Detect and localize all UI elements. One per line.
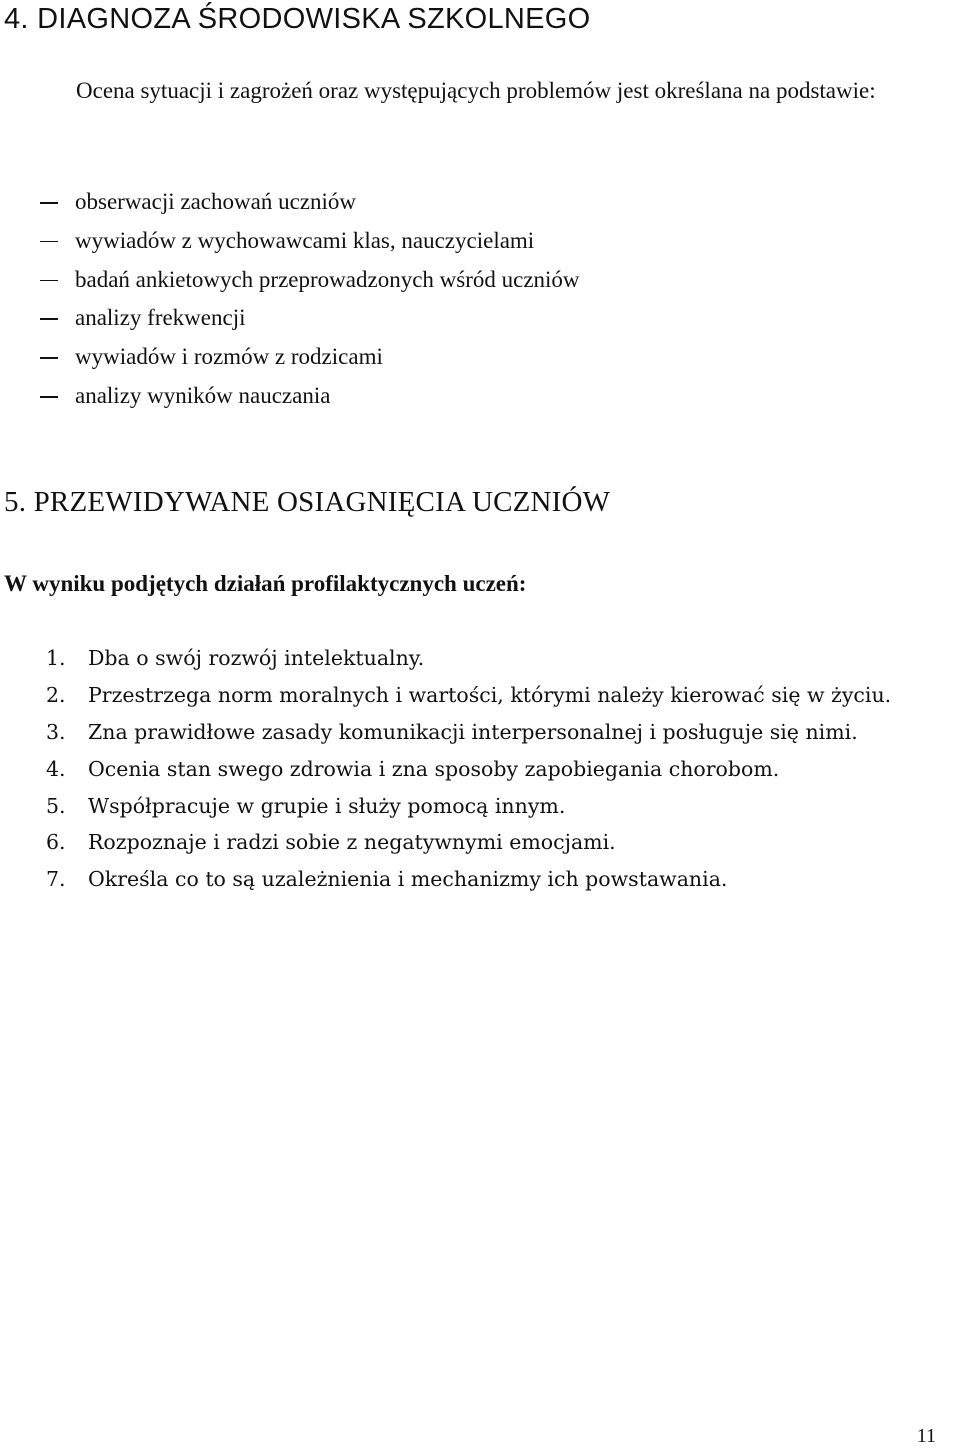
- page-number: 11: [916, 1425, 936, 1447]
- list-item-number: 3.: [46, 719, 66, 744]
- list-item-text: Zna prawidłowe zasady komunikacji interpersonalnej i posługuje się nimi.: [88, 719, 858, 744]
- dash-bullet-icon: [40, 396, 58, 398]
- list-item: [0, 377, 580, 416]
- list-item: [0, 338, 580, 377]
- list-item-number: 2.: [46, 682, 66, 707]
- list-item-text: Współpracuje w grupie i służy pomocą innym.: [88, 793, 566, 818]
- section-5-subtitle: W wyniku podjętych działań profilaktycznych uczeń:: [4, 571, 527, 596]
- dash-bullet-icon: [40, 280, 58, 282]
- list-item-text: analizy frekwencji: [75, 305, 246, 331]
- list-item-text: wywiadów i rozmów z rodzicami: [75, 344, 383, 370]
- section-4-intro: Ocena sytuacji i zagrożeń oraz występujących problemów jest określana na podstawie:: [76, 78, 876, 103]
- assessment-sources-list: [0, 183, 580, 416]
- dash-bullet-icon: [40, 318, 58, 320]
- dash-bullet-icon: [40, 357, 58, 359]
- list-item-text: Ocenia stan swego zdrowia i zna sposoby zapobiegania chorobom.: [88, 756, 780, 781]
- list-item-number: 5.: [46, 793, 66, 818]
- list-item-text: Określa co to są uzależnienia i mechanizmy ich powstawania.: [88, 867, 728, 892]
- section-5-heading: 5. PRZEWIDYWANE OSIAGNIĘCIA UCZNIÓW: [4, 486, 611, 518]
- list-item-text: analizy wyników nauczania: [75, 382, 331, 408]
- list-item-text: Rozpoznaje i radzi sobie z negatywnymi emocjami.: [88, 830, 616, 855]
- list-item: [0, 299, 580, 338]
- section-4-heading: 4. DIAGNOZA ŚRODOWISKA SZKOLNEGO: [4, 3, 591, 35]
- list-item-number: 4.: [46, 756, 66, 781]
- list-item-text: Przestrzega norm moralnych i wartości, którymi należy kierować się w życiu.: [88, 682, 892, 707]
- list-item-text: obserwacji zachowań uczniów: [75, 189, 356, 214]
- dash-bullet-icon: [40, 202, 58, 204]
- dash-bullet-icon: [40, 241, 58, 243]
- list-item-text: wywiadów z wychowawcami klas, nauczycielami: [75, 227, 535, 253]
- list-item-number: 6.: [46, 830, 66, 855]
- list-item-text: badań ankietowych przeprowadzonych wśród uczniów: [75, 266, 580, 292]
- list-item: [0, 183, 580, 222]
- list-item-text: Dba o swój rozwój intelektualny.: [88, 646, 425, 670]
- list-item: [0, 261, 580, 300]
- list-item: [0, 222, 580, 261]
- list-item-number: 1.: [46, 646, 66, 670]
- list-item-number: 7.: [46, 867, 66, 892]
